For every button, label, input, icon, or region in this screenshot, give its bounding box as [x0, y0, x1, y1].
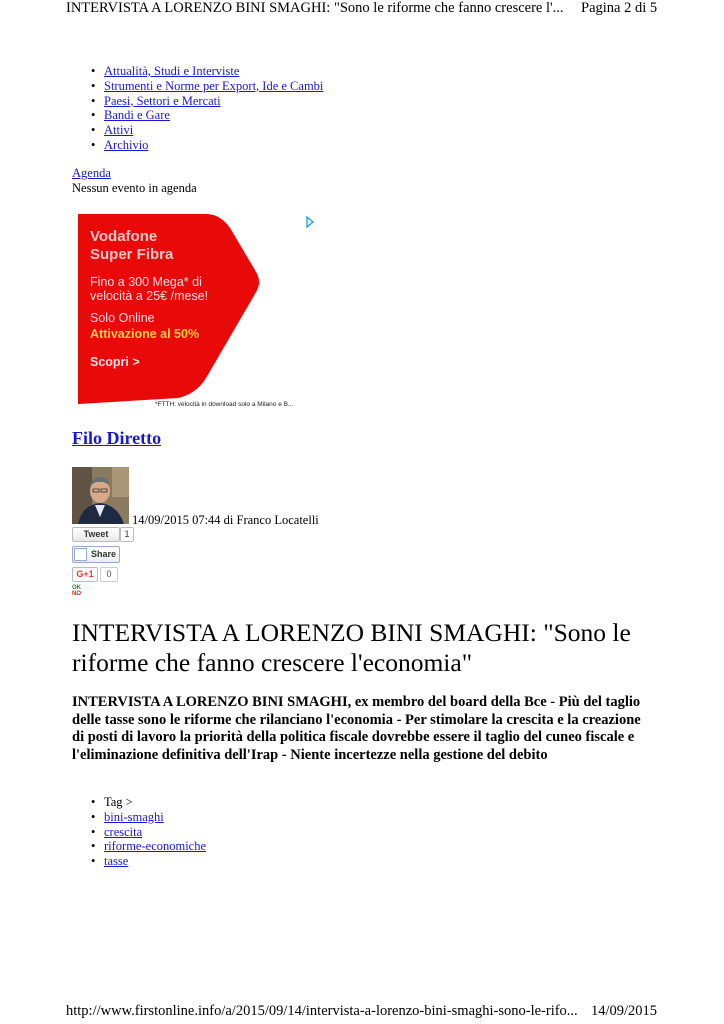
nav-item: [88, 64, 323, 79]
article-title: INTERVISTA A LORENZO BINI SMAGHI: "Sono le riforme che fanno crescere l'economia": [72, 618, 631, 677]
ok-label[interactable]: OK: [72, 585, 81, 591]
share-label: Share: [91, 549, 117, 559]
tag-item: [88, 839, 206, 854]
tag-item: [88, 810, 206, 825]
nav-link-attivi[interactable]: Attivi: [104, 123, 134, 138]
nav-link-strumenti[interactable]: Strumenti e Norme per Export, Ide e Cambi: [104, 78, 324, 93]
vodafone-ad-banner[interactable]: [78, 214, 316, 411]
tag-link-crescita[interactable]: crescita: [104, 824, 143, 839]
tweet-count: 1: [120, 527, 134, 542]
nav-item: [88, 94, 323, 109]
nav-item: [88, 123, 323, 138]
ad-line-1: Vodafone: [90, 228, 158, 245]
no-label[interactable]: NO: [72, 591, 81, 597]
nav-link-attualita[interactable]: Attualità, Studi e Interviste: [104, 64, 240, 78]
tweet-button[interactable]: Tweet: [72, 527, 120, 542]
facebook-icon: [74, 548, 87, 561]
article-lead: INTERVISTA A LORENZO BINI SMAGHI, ex membro del board della Bce - Più del taglio delle tasse sono le riforme che rilanciano l'economia - Per stimolare la crescita e la creazione di posti di lavoro la priorità della politica fiscale dovrebbe essere il taglio del cuneo fiscale e l'eliminazione definitiva dell'Irap - Niente incertezze nella gestione del debito: [72, 694, 641, 763]
tag-list: [88, 795, 206, 869]
article-meta: 14/09/2015 07:44 di Franco Locatelli: [132, 513, 319, 527]
agenda-link[interactable]: Agenda: [72, 166, 111, 180]
footer-url: http://www.firstonline.info/a/2015/09/14/intervista-a-lorenzo-bini-smaghi-sono-le-rifo...: [66, 1003, 578, 1019]
ad-line-5: Solo Online: [90, 311, 155, 325]
author-avatar: [72, 467, 129, 524]
page-number: Pagina 2 di 5: [581, 0, 658, 16]
agenda-empty-text: Nessun evento in agenda: [72, 181, 197, 195]
google-plus-button[interactable]: G+1: [72, 567, 98, 582]
ad-line-2: Super Fibra: [90, 246, 174, 263]
section-title: [72, 428, 161, 449]
nav-item: [88, 108, 323, 123]
tag-link-tasse[interactable]: tasse: [104, 854, 129, 869]
nav-link-paesi[interactable]: Paesi, Settori e Mercati: [104, 93, 221, 108]
ad-footnote: *FTTH: velocità in download solo a Milano e B...: [155, 401, 294, 408]
ad-cta-button[interactable]: Scopri >: [90, 355, 140, 369]
tag-link-bini-smaghi[interactable]: bini-smaghi: [104, 809, 164, 824]
ok-no-vote[interactable]: [72, 585, 81, 597]
tag-label: • Tag >: [88, 795, 206, 810]
author-photo-image: [72, 467, 129, 524]
category-nav: [88, 64, 323, 153]
print-header: [66, 0, 658, 17]
ad-line-4: velocità a 25€ /mese!: [90, 289, 209, 303]
nav-item: [88, 79, 323, 94]
nav-item: [88, 138, 323, 153]
print-header-title: INTERVISTA A LORENZO BINI SMAGHI: "Sono le riforme che fanno crescere l'...: [66, 0, 564, 16]
ad-choices-icon[interactable]: [306, 216, 314, 228]
google-plus-count: 0: [100, 567, 118, 582]
agenda-box: [72, 166, 197, 196]
nav-link-archivio[interactable]: Archivio: [104, 137, 149, 152]
nav-link-bandi[interactable]: Bandi e Gare: [104, 108, 170, 123]
facebook-share-button[interactable]: [72, 546, 120, 563]
filo-diretto-link[interactable]: Filo Diretto: [72, 428, 162, 448]
footer-date: 14/09/2015: [591, 1003, 658, 1019]
ad-line-3: Fino a 300 Mega* di: [90, 275, 202, 289]
tag-item: [88, 854, 206, 869]
ad-line-6: Attivazione al 50%: [90, 327, 200, 341]
tag-link-riforme-economiche[interactable]: riforme-economiche: [104, 839, 207, 854]
print-footer: [66, 1003, 658, 1020]
tag-item: [88, 825, 206, 840]
